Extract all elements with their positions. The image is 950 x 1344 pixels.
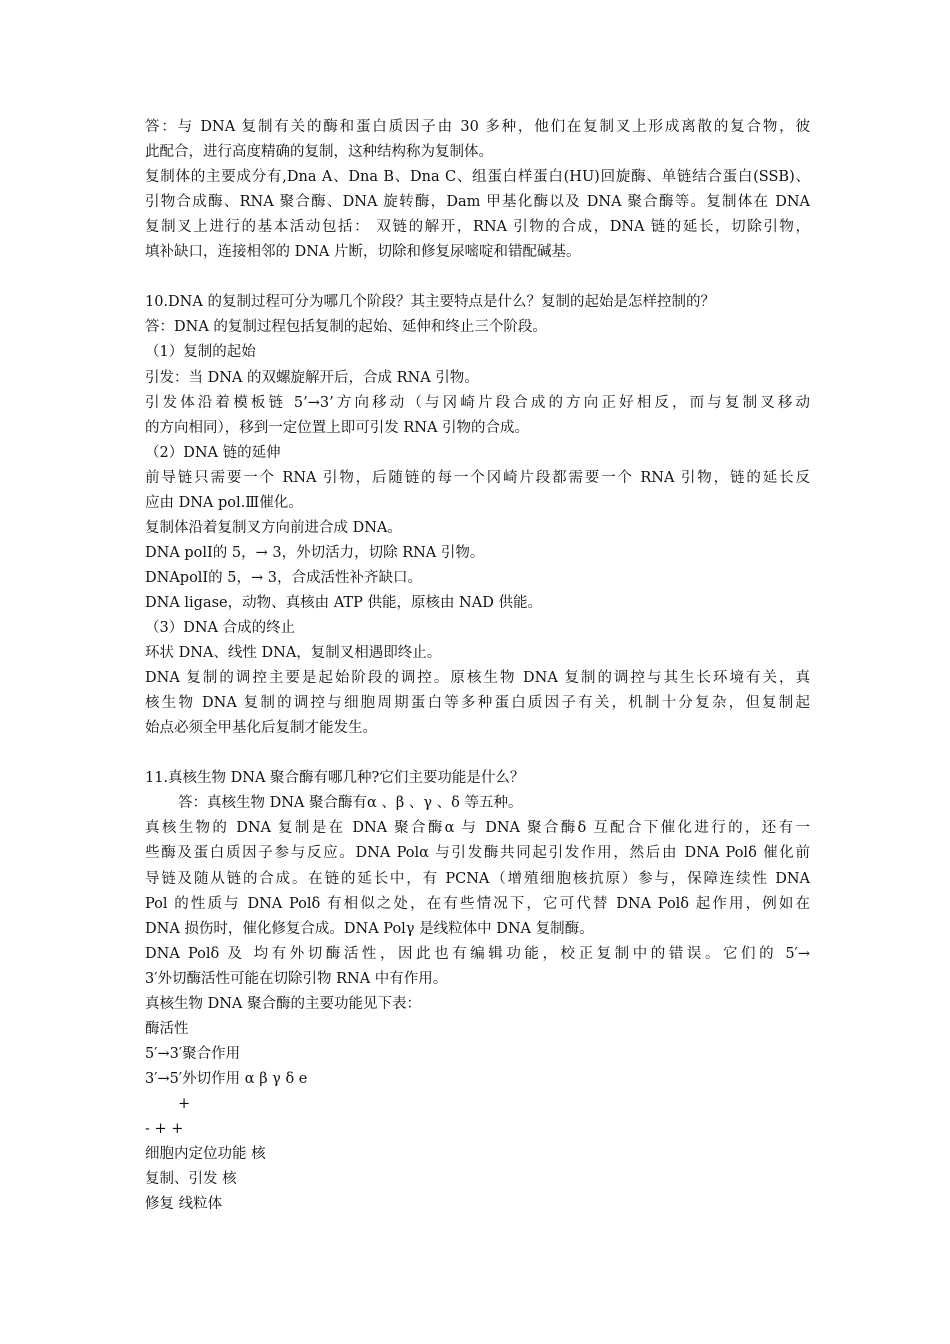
text-line: 核生物 DNA 复制的调控与细胞周期蛋白等多种蛋白质因子有关，机制十分复杂，但复制起 [145,695,810,711]
text-line: 此配合，进行高度精确的复制，这种结构称为复制体。 [145,144,493,160]
text-line: 填补缺口，连接相邻的 DNA 片断，切除和修复尿嘧啶和错配碱基。 [145,244,581,260]
text-line [145,265,810,290]
text-line [145,741,810,766]
text-line: 些酶及蛋白质因子参与反应。DNA Polα 与引发酶共同起引发作用，然后由 DNA Polδ 催化前 [145,845,810,861]
text-line: 10.DNA 的复制过程可分为哪几个阶段？其主要特点是什么？复制的起始是怎样控制的？ [145,294,715,310]
text-line: 前导链只需要一个 RNA 引物，后随链的每一个冈崎片段都需要一个 RNA 引物，链的延长反 [145,470,810,486]
text-line: 修复 线粒体 [145,1196,223,1212]
text-line: DNA 损伤时，催化修复合成。DNA Polγ 是线粒体中 DNA 复制酶。 [145,921,594,937]
text-line: 真核生物 DNA 聚合酶的主要功能见下表： [145,996,422,1012]
text-line: DNA ligase，动物、真核由 ATP 供能，原核由 NAD 供能。 [145,595,542,611]
text-line: 酶活性 [145,1021,189,1037]
text-line: 5′→3′聚合作用 [145,1046,241,1062]
text-line: （1）复制的起始 [145,344,256,360]
text-line: 的方向相同），移到一定位置上即可引发 RNA 引物的合成。 [145,420,530,436]
text-line: DNApolⅠ的 5，→ 3，合成活性补齐缺口。 [145,570,422,586]
text-line: 引发：当 DNA 的双螺旋解开后，合成 RNA 引物。 [145,370,479,386]
text-line: 导链及随从链的合成。在链的延长中，有 PCNA（增殖细胞核抗原）参与，保障连续性 DNA [145,871,810,887]
text-line: 复制体的主要成分有,Dna A、Dna B、Dna C、组蛋白样蛋白(HU)回旋酶、单链结合蛋白(SSB)、 [145,169,810,185]
text-line: 答：DNA 的复制过程包括复制的起始、延伸和终止三个阶段。 [145,319,547,335]
text-line: 答：真核生物 DNA 聚合酶有α 、β 、γ 、δ 等五种。 [178,795,523,811]
text-line: 引发体沿着模板链 5’→3’方向移动（与冈崎片段合成的方向正好相反，而与复制叉移动 [145,395,810,411]
text-line: 3′外切酶活性可能在切除引物 RNA 中有作用。 [145,971,448,987]
text-line: - + + [145,1121,184,1137]
text-line: + [178,1096,191,1112]
text-line: 真核生物的 DNA 复制是在 DNA 聚合酶α 与 DNA 聚合酶δ 互配合下催化进行的，还有一 [145,820,810,836]
text-line: 3′→5′外切作用 α β γ δ e [145,1071,308,1087]
text-line: 环状 DNA、线性 DNA，复制叉相遇即终止。 [145,645,442,661]
text-line: 复制体沿着复制叉方向前进合成 DNA。 [145,520,402,536]
text-line: 细胞内定位功能 核 [145,1146,266,1162]
text-line: DNA Polδ 及 均有外切酶活性，因此也有编辑功能，校正复制中的错误。它们的 5′→ [145,946,810,962]
text-line: DNA polⅠ的 5，→ 3，外切活力，切除 RNA 引物。 [145,545,485,561]
text-line: Pol 的性质与 DNA Polδ 有相似之处，在有些情况下，它可代替 DNA Polδ 起作用，例如在 [145,896,810,912]
text-line: 答：与 DNA 复制有关的酶和蛋白质因子由 30 多种，他们在复制叉上形成离散的复合物，彼 [145,119,810,135]
text-line: 11.真核生物 DNA 聚合酶有哪几种?它们主要功能是什么？ [145,770,525,786]
text-line: 复制叉上进行的基本活动包括： 双链的解开，RNA 引物的合成，DNA 链的延长，切除引物， [145,219,810,235]
text-line: 始点必须全甲基化后复制才能发生。 [145,720,377,736]
text-line: 应由 DNA pol.Ⅲ催化。 [145,495,303,511]
text-line: DNA 复制的调控主要是起始阶段的调控。原核生物 DNA 复制的调控与其生长环境有关，真 [145,670,810,686]
text-line: 复制、引发 核 [145,1171,237,1187]
text-line: 引物合成酶、RNA 聚合酶、DNA 旋转酶，Dam 甲基化酶以及 DNA 聚合酶等。复制体在 DNA [145,194,810,210]
text-line: （3）DNA 合成的终止 [145,620,296,636]
text-line: （2）DNA 链的延伸 [145,445,281,461]
